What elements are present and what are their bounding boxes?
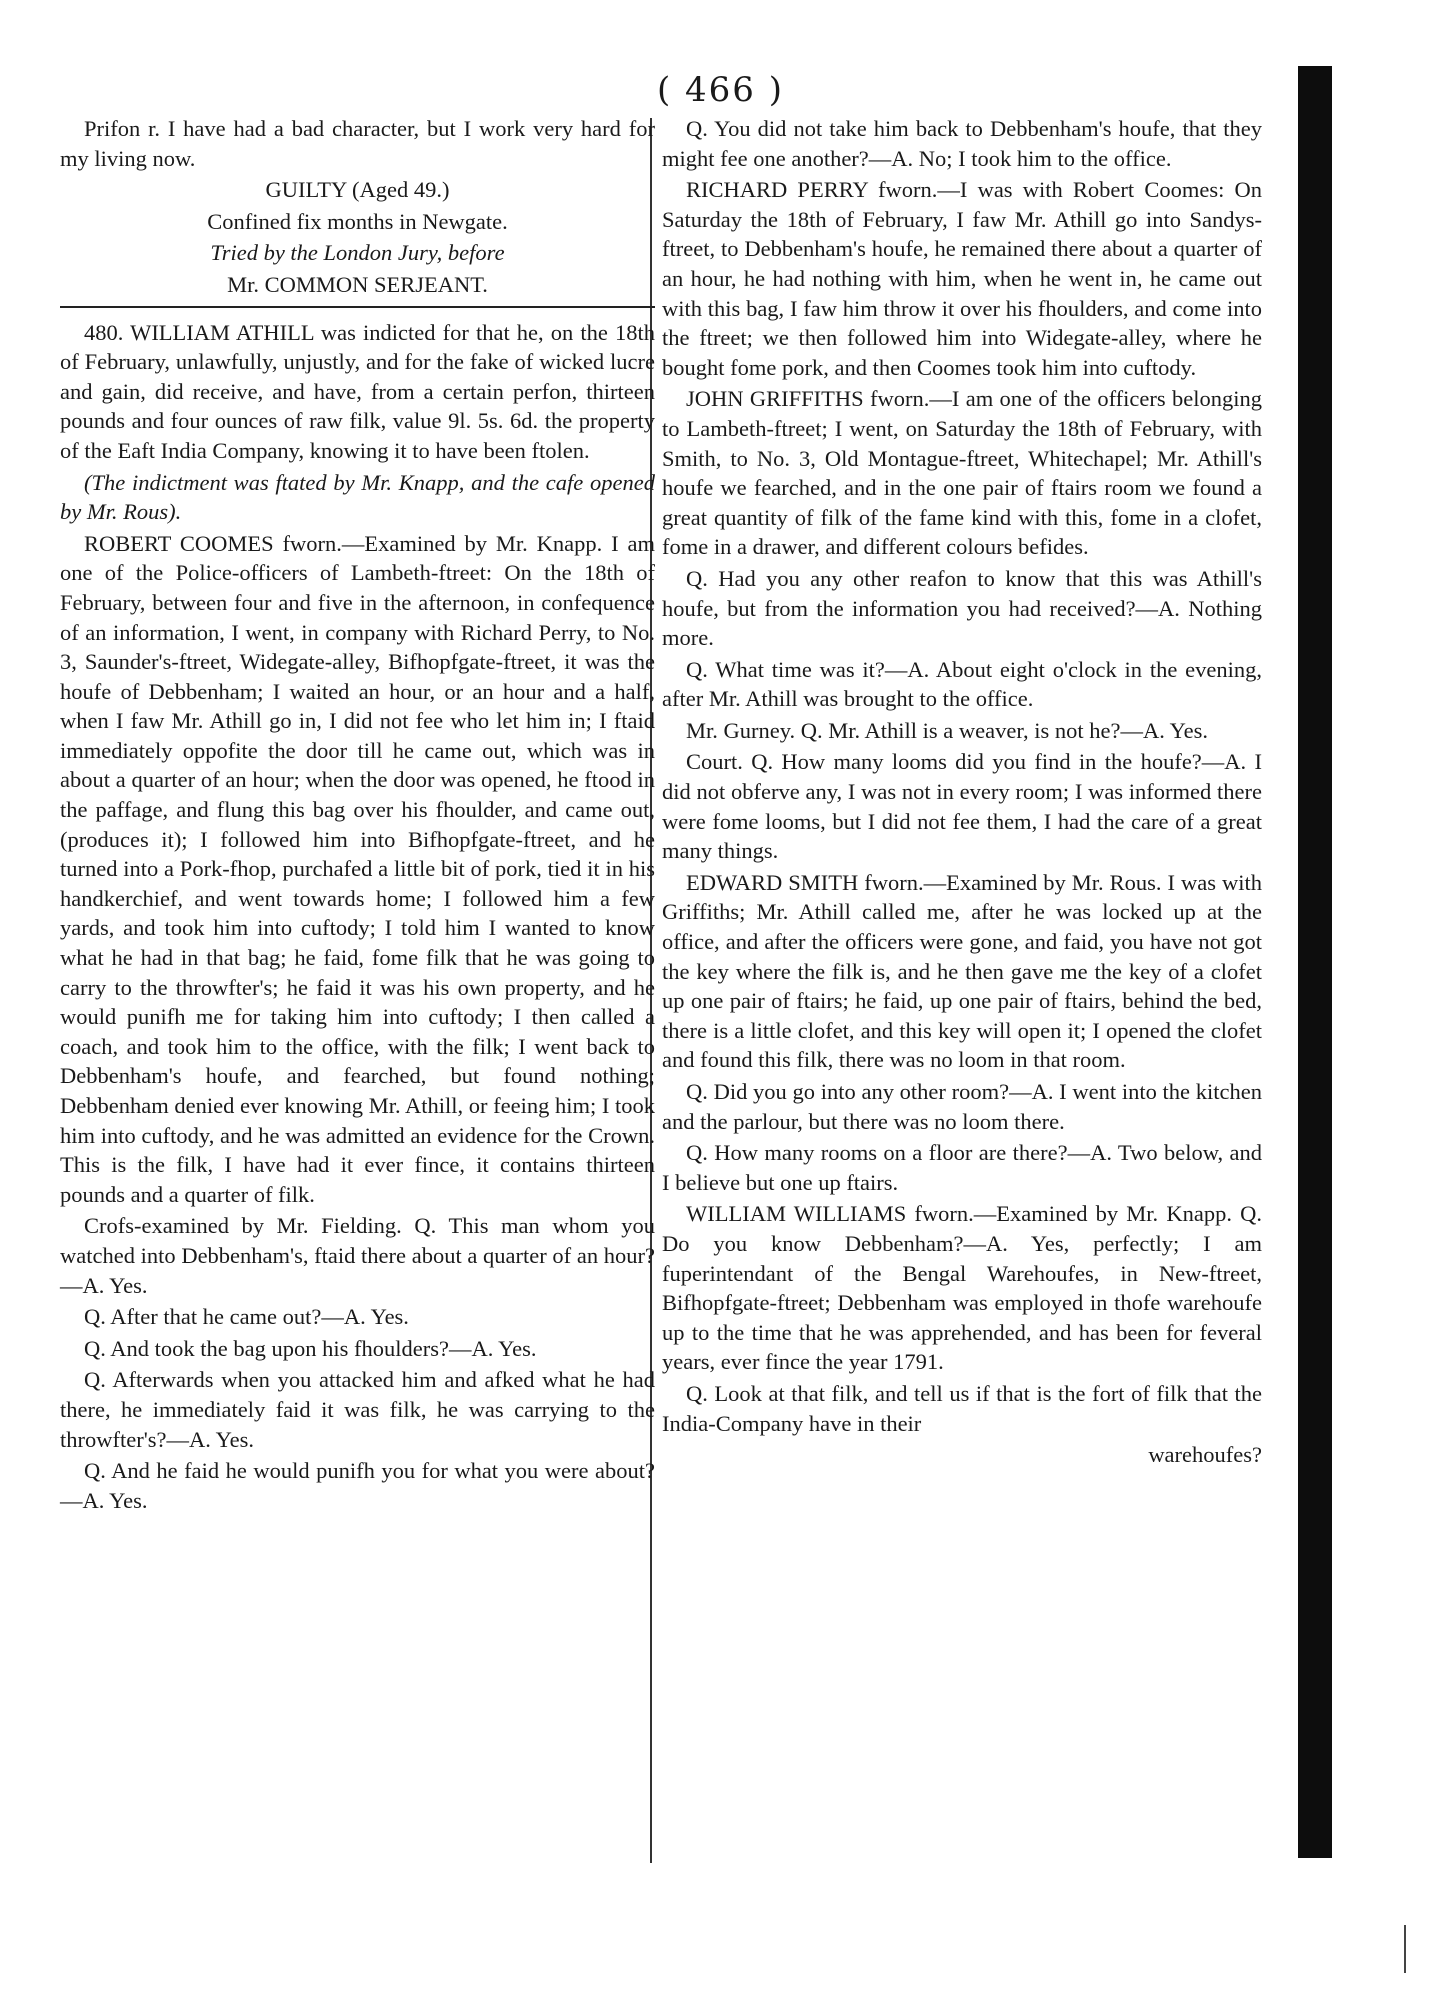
qa-line: Q. Look at that filk, and tell us if that is the fort of filk that the India-Company have in their <box>662 1380 1262 1436</box>
qa-line: Q. Had you any other reafon to know that this was Athill's houfe, but from the information you had received?—A. Nothing more. <box>662 565 1262 651</box>
smith-testimony: EDWARD SMITH fworn.—Examined by Mr. Rous. I was with Griffiths; Mr. Athill called me, after he was locked up at the office, and after the officers were gone, and faid, you have not got the key where the filk is, and he then gave me the key of a clofet up one pair of ftairs; he faid, up one pair of ftairs, behind the bed, there is a little clofet, and this key will open it; I opened the clofet and found this filk, there was no loom in that room. <box>662 869 1262 1073</box>
qa-line: Q. Afterwards when you attacked him and afked what he had there, he immediately faid it was filk, he was carrying to the throwfter's?—A. Yes. <box>60 1367 655 1452</box>
griffiths-testimony: JOHN GRIFFITHS fworn.—I am one of the officers belonging to Lambeth-ftreet; I went, on Saturday the 18th of February, with Smith, to No. 3, Old Montague-ftreet, Whitechapel; Mr. Athill's houfe we fearched, and in the one pair of ftairs room we found a great quantity of filk of the fame kind with this, fome in a clofet, fome in a drawer, and different colours befides. <box>662 386 1262 560</box>
coomes-testimony: ROBERT COOMES fworn.—Examined by Mr. Knapp. I am one of the Police-officers of Lambeth-ftreet: On the 18th of February, between four and five in the afternoon, in confequence of an information, I went, in company with Richard Perry, to No. 3, Saunder's-ftreet, Widegate-alley, Bifhopfgate-ftreet, it was the houfe of Debbenham; I waited an hour, or an hour and a half, when I faw Mr. Athill go in, I did not fee who let him in; I ftaid immediately oppofite the door till he came out, which was in about a quarter of an hour; when the door was opened, he ftood in the paffage, and flung this bag over his fhoulder, and came out, (produces it); I followed him into Bifhopfgate-ftreet, and he turned into a Pork-fhop, purchafed a little bit of pork, tied it in his handkerchief, and went towards home; I followed him a few yards, and took him into cuftody; I told him I wanted to know what he had in that bag; he faid, fome filk that he was going to carry to the throwfter's; he faid it was his own property, and he would punifh me for taking him into cuftody; I then called a coach, and took him to the office, with the filk; I went back to Debbenham's houfe, and fearched, but found nothing; Debbenham denied ever knowing Mr. Athill, or feeing him; I took him into cuftody, and he was admitted an evidence for the Crown. This is the filk, I have had it ever fince, it contains thirteen pounds and a quarter of filk. <box>60 530 655 1207</box>
qa-line: Q. You did not take him back to Debbenham's houfe, that they might fee one another?—A. No; I took him to the office. <box>662 116 1262 171</box>
williams-testimony: WILLIAM WILLIAMS fworn.—Examined by Mr. Knapp. Q. Do you know Debbenham?—A. Yes, perfectly; I am fuperintendant of the Bengal Warehoufes, in New-ftreet, Bifhopfgate-ftreet; Debbenham was employed in thofe warehoufe up to the time that he was apprehended, and has been for feveral years, ever fince the year 1791. <box>662 1201 1262 1375</box>
left-column <box>60 114 655 1517</box>
qa-line: Q. And took the bag upon his fhoulders?—A. Yes. <box>84 1335 537 1361</box>
perry-testimony: RICHARD PERRY fworn.—I was with Robert Coomes: On Saturday the 18th of February, I faw Mr. Athill go into Sandys-ftreet, to Debbenham's houfe, he remained there about a quarter of an hour, he had nothing with him, when he went in, he came out with this bag, I faw him throw it over his fhoulders, and come into the ftreet; we then followed him into Widegate-alley, where he bought fome pork, and then Coomes took him into cuftody. <box>662 177 1262 380</box>
prisoner-statement: Prifon r. I have had a bad character, but I work very hard for my living now. <box>60 116 655 171</box>
court-question: Court. Q. How many looms did you find in the houfe?—A. I did not obferve any, I was not in every room; I was informed there were fome looms, but I did not fee them, I had the care of a great many things. <box>662 749 1262 864</box>
page-edge-bar <box>1298 66 1332 1858</box>
tried-by: Tried by the London Jury, before <box>210 240 505 266</box>
sentence: Confined fix months in Newgate. <box>207 208 508 234</box>
verdict: GUILTY (Aged 49.) <box>265 177 450 203</box>
qa-line: Q. And he faid he would punifh you for what you were about?—A. Yes. <box>60 1458 655 1513</box>
right-column <box>662 114 1262 1472</box>
qa-line: Q. After that he came out?—A. Yes. <box>84 1304 409 1330</box>
gurney-question: Mr. Gurney. Q. Mr. Athill is a weaver, is not he?—A. Yes. <box>686 717 1208 743</box>
case-note: (The indictment was ftated by Mr. Knapp, and the cafe opened by Mr. Rous). <box>60 469 655 525</box>
page-edge-mark <box>1404 1925 1406 1973</box>
section-rule <box>60 306 655 308</box>
qa-line: Q. Did you go into any other room?—A. I went into the kitchen and the parlour, but there was no loom there. <box>662 1079 1262 1134</box>
page-number: ( 466 ) <box>656 70 785 110</box>
qa-line: Q. How many rooms on a floor are there?—A. Two below, and I believe but one up ftairs. <box>662 1140 1262 1195</box>
catchword: warehoufes? <box>1148 1442 1262 1468</box>
qa-line: Q. What time was it?—A. About eight o'clock in the evening, after Mr. Athill was brought to the office. <box>662 656 1262 712</box>
cross-examination: Crofs-examined by Mr. Fielding. Q. This man whom you watched into Debbenham's, ftaid there about a quarter of an hour?—A. Yes. <box>60 1213 655 1298</box>
indictment: 480. WILLIAM ATHILL was indicted for that he, on the 18th of February, unlawfully, unjustly, and for the fake of wicked lucre and gain, did receive, and have, from a certain perfon, thirteen pounds and four ounces of raw filk, value 9l. 5s. 6d. the property of the Eaft India Company, knowing it to have been ftolen. <box>60 319 655 463</box>
judge: Mr. COMMON SERJEANT. <box>227 271 488 297</box>
